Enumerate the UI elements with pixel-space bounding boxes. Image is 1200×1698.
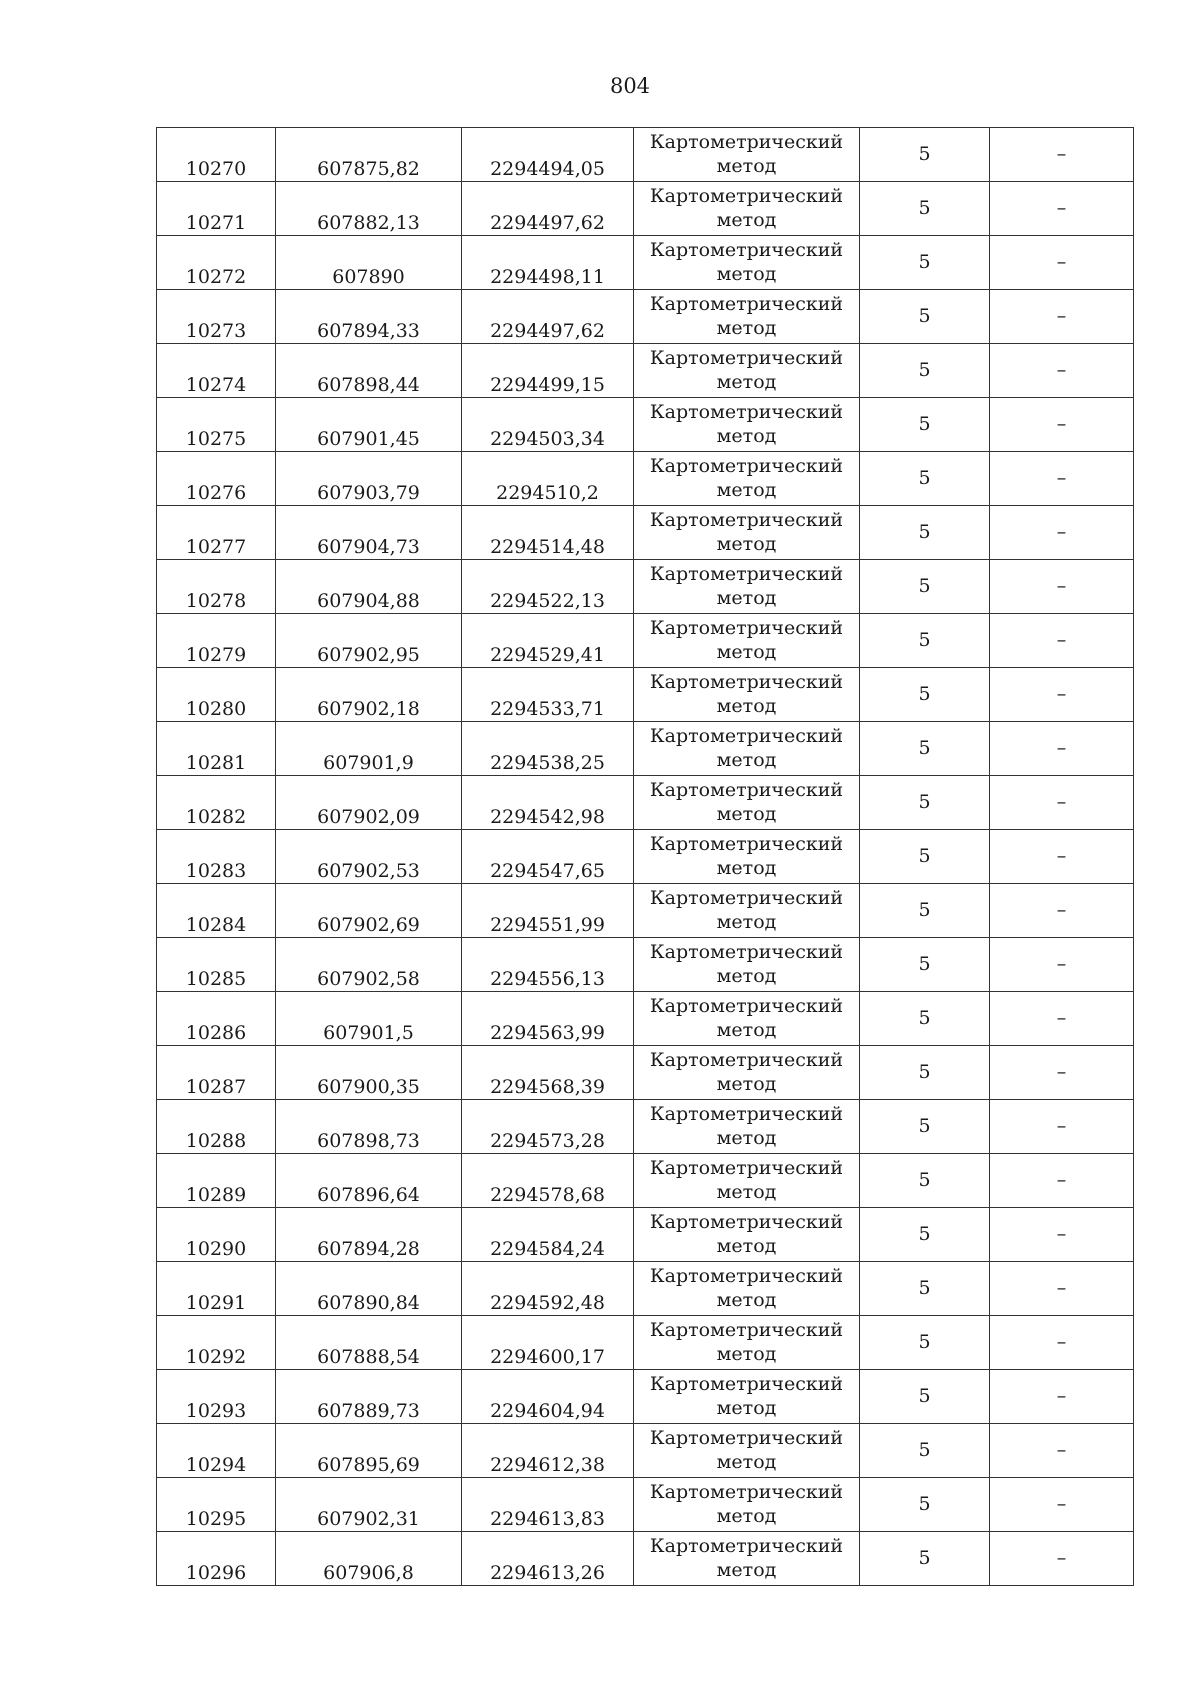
- y-coordinate-cell: 2294556,13: [462, 938, 634, 992]
- point-number-cell: 10271: [157, 182, 276, 236]
- x-coordinate-cell: 607898,44: [276, 344, 462, 398]
- x-coordinate-cell: 607875,82: [276, 128, 462, 182]
- y-coordinate-cell: 2294538,25: [462, 722, 634, 776]
- y-coordinate-cell: 2294613,26: [462, 1532, 634, 1586]
- note-cell: –: [990, 290, 1134, 344]
- note-cell: –: [990, 722, 1134, 776]
- accuracy-cell: 5: [860, 182, 990, 236]
- note-cell: –: [990, 1478, 1134, 1532]
- accuracy-cell: 5: [860, 722, 990, 776]
- note-cell: –: [990, 560, 1134, 614]
- note-cell: –: [990, 1262, 1134, 1316]
- point-number-cell: 10287: [157, 1046, 276, 1100]
- x-coordinate-cell: 607906,8: [276, 1532, 462, 1586]
- accuracy-cell: 5: [860, 128, 990, 182]
- note-cell: –: [990, 668, 1134, 722]
- point-number-cell: 10289: [157, 1154, 276, 1208]
- note-cell: –: [990, 776, 1134, 830]
- x-coordinate-cell: 607902,18: [276, 668, 462, 722]
- x-coordinate-cell: 607901,5: [276, 992, 462, 1046]
- accuracy-cell: 5: [860, 506, 990, 560]
- accuracy-cell: 5: [860, 560, 990, 614]
- method-cell: Картометрический метод: [634, 1370, 860, 1424]
- point-number-cell: 10275: [157, 398, 276, 452]
- table-row: [157, 1316, 1134, 1370]
- point-number-cell: 10295: [157, 1478, 276, 1532]
- point-number-cell: 10274: [157, 344, 276, 398]
- accuracy-cell: 5: [860, 344, 990, 398]
- table-row: [157, 1208, 1134, 1262]
- page-number: 804: [609, 74, 651, 98]
- table-row: [157, 344, 1134, 398]
- note-cell: –: [990, 236, 1134, 290]
- y-coordinate-cell: 2294613,83: [462, 1478, 634, 1532]
- method-cell: Картометрический метод: [634, 992, 860, 1046]
- x-coordinate-cell: 607902,09: [276, 776, 462, 830]
- note-cell: –: [990, 398, 1134, 452]
- method-cell: Картометрический метод: [634, 1532, 860, 1586]
- y-coordinate-cell: 2294551,99: [462, 884, 634, 938]
- note-cell: –: [990, 992, 1134, 1046]
- x-coordinate-cell: 607903,79: [276, 452, 462, 506]
- method-cell: Картометрический метод: [634, 290, 860, 344]
- method-cell: Картометрический метод: [634, 398, 860, 452]
- table-row: [157, 1046, 1134, 1100]
- method-cell: Картометрический метод: [634, 722, 860, 776]
- method-cell: Картометрический метод: [634, 668, 860, 722]
- accuracy-cell: 5: [860, 1478, 990, 1532]
- point-number-cell: 10293: [157, 1370, 276, 1424]
- y-coordinate-cell: 2294563,99: [462, 992, 634, 1046]
- y-coordinate-cell: 2294503,34: [462, 398, 634, 452]
- point-number-cell: 10290: [157, 1208, 276, 1262]
- note-cell: –: [990, 884, 1134, 938]
- note-cell: –: [990, 1424, 1134, 1478]
- x-coordinate-cell: 607890,84: [276, 1262, 462, 1316]
- note-cell: –: [990, 1370, 1134, 1424]
- accuracy-cell: 5: [860, 830, 990, 884]
- method-cell: Картометрический метод: [634, 830, 860, 884]
- note-cell: –: [990, 452, 1134, 506]
- accuracy-cell: 5: [860, 1262, 990, 1316]
- table-row: [157, 182, 1134, 236]
- table-row: [157, 560, 1134, 614]
- x-coordinate-cell: 607904,88: [276, 560, 462, 614]
- point-number-cell: 10282: [157, 776, 276, 830]
- method-cell: Картометрический метод: [634, 1424, 860, 1478]
- point-number-cell: 10294: [157, 1424, 276, 1478]
- point-number-cell: 10273: [157, 290, 276, 344]
- y-coordinate-cell: 2294547,65: [462, 830, 634, 884]
- table-row: [157, 1532, 1134, 1586]
- method-cell: Картометрический метод: [634, 938, 860, 992]
- point-number-cell: 10286: [157, 992, 276, 1046]
- point-number-cell: 10276: [157, 452, 276, 506]
- accuracy-cell: 5: [860, 1370, 990, 1424]
- note-cell: –: [990, 830, 1134, 884]
- x-coordinate-cell: 607896,64: [276, 1154, 462, 1208]
- coordinates-table: [156, 127, 1134, 1586]
- x-coordinate-cell: 607901,45: [276, 398, 462, 452]
- y-coordinate-cell: 2294497,62: [462, 182, 634, 236]
- point-number-cell: 10281: [157, 722, 276, 776]
- method-cell: Картометрический метод: [634, 560, 860, 614]
- table-row: [157, 830, 1134, 884]
- method-cell: Картометрический метод: [634, 452, 860, 506]
- point-number-cell: 10296: [157, 1532, 276, 1586]
- x-coordinate-cell: 607902,53: [276, 830, 462, 884]
- method-cell: Картометрический метод: [634, 128, 860, 182]
- point-number-cell: 10277: [157, 506, 276, 560]
- x-coordinate-cell: 607902,58: [276, 938, 462, 992]
- table-row: [157, 290, 1134, 344]
- x-coordinate-cell: 607890: [276, 236, 462, 290]
- y-coordinate-cell: 2294510,2: [462, 452, 634, 506]
- x-coordinate-cell: 607900,35: [276, 1046, 462, 1100]
- accuracy-cell: 5: [860, 290, 990, 344]
- table-row: [157, 1424, 1134, 1478]
- table-row: [157, 992, 1134, 1046]
- y-coordinate-cell: 2294592,48: [462, 1262, 634, 1316]
- y-coordinate-cell: 2294573,28: [462, 1100, 634, 1154]
- method-cell: Картометрический метод: [634, 1478, 860, 1532]
- point-number-cell: 10279: [157, 614, 276, 668]
- table-row: [157, 614, 1134, 668]
- x-coordinate-cell: 607894,28: [276, 1208, 462, 1262]
- note-cell: –: [990, 1532, 1134, 1586]
- accuracy-cell: 5: [860, 1208, 990, 1262]
- y-coordinate-cell: 2294612,38: [462, 1424, 634, 1478]
- method-cell: Картометрический метод: [634, 182, 860, 236]
- note-cell: –: [990, 1208, 1134, 1262]
- accuracy-cell: 5: [860, 1100, 990, 1154]
- table-row: [157, 884, 1134, 938]
- x-coordinate-cell: 607902,95: [276, 614, 462, 668]
- point-number-cell: 10284: [157, 884, 276, 938]
- y-coordinate-cell: 2294604,94: [462, 1370, 634, 1424]
- point-number-cell: 10272: [157, 236, 276, 290]
- note-cell: –: [990, 1154, 1134, 1208]
- table-row: [157, 128, 1134, 182]
- table-row: [157, 1154, 1134, 1208]
- accuracy-cell: 5: [860, 398, 990, 452]
- point-number-cell: 10278: [157, 560, 276, 614]
- method-cell: Картометрический метод: [634, 884, 860, 938]
- table-row: [157, 1262, 1134, 1316]
- note-cell: –: [990, 1100, 1134, 1154]
- method-cell: Картометрический метод: [634, 614, 860, 668]
- table-row: [157, 1370, 1134, 1424]
- accuracy-cell: 5: [860, 1424, 990, 1478]
- note-cell: –: [990, 1046, 1134, 1100]
- accuracy-cell: 5: [860, 614, 990, 668]
- y-coordinate-cell: 2294600,17: [462, 1316, 634, 1370]
- note-cell: –: [990, 182, 1134, 236]
- x-coordinate-cell: 607888,54: [276, 1316, 462, 1370]
- accuracy-cell: 5: [860, 236, 990, 290]
- y-coordinate-cell: 2294498,11: [462, 236, 634, 290]
- accuracy-cell: 5: [860, 668, 990, 722]
- y-coordinate-cell: 2294578,68: [462, 1154, 634, 1208]
- table-row: [157, 1478, 1134, 1532]
- point-number-cell: 10283: [157, 830, 276, 884]
- y-coordinate-cell: 2294529,41: [462, 614, 634, 668]
- note-cell: –: [990, 128, 1134, 182]
- note-cell: –: [990, 614, 1134, 668]
- point-number-cell: 10280: [157, 668, 276, 722]
- method-cell: Картометрический метод: [634, 1208, 860, 1262]
- y-coordinate-cell: 2294542,98: [462, 776, 634, 830]
- method-cell: Картометрический метод: [634, 1100, 860, 1154]
- method-cell: Картометрический метод: [634, 1262, 860, 1316]
- accuracy-cell: 5: [860, 1532, 990, 1586]
- note-cell: –: [990, 938, 1134, 992]
- table-row: [157, 776, 1134, 830]
- accuracy-cell: 5: [860, 1154, 990, 1208]
- accuracy-cell: 5: [860, 776, 990, 830]
- x-coordinate-cell: 607904,73: [276, 506, 462, 560]
- table-row: [157, 1100, 1134, 1154]
- x-coordinate-cell: 607889,73: [276, 1370, 462, 1424]
- x-coordinate-cell: 607901,9: [276, 722, 462, 776]
- method-cell: Картометрический метод: [634, 344, 860, 398]
- accuracy-cell: 5: [860, 938, 990, 992]
- accuracy-cell: 5: [860, 452, 990, 506]
- y-coordinate-cell: 2294584,24: [462, 1208, 634, 1262]
- point-number-cell: 10292: [157, 1316, 276, 1370]
- x-coordinate-cell: 607902,31: [276, 1478, 462, 1532]
- x-coordinate-cell: 607882,13: [276, 182, 462, 236]
- method-cell: Картометрический метод: [634, 506, 860, 560]
- accuracy-cell: 5: [860, 884, 990, 938]
- y-coordinate-cell: 2294514,48: [462, 506, 634, 560]
- point-number-cell: 10288: [157, 1100, 276, 1154]
- table-row: [157, 938, 1134, 992]
- point-number-cell: 10285: [157, 938, 276, 992]
- table-row: [157, 722, 1134, 776]
- y-coordinate-cell: 2294499,15: [462, 344, 634, 398]
- note-cell: –: [990, 506, 1134, 560]
- point-number-cell: 10270: [157, 128, 276, 182]
- table-body: [157, 128, 1134, 1586]
- y-coordinate-cell: 2294533,71: [462, 668, 634, 722]
- method-cell: Картометрический метод: [634, 776, 860, 830]
- method-cell: Картометрический метод: [634, 1154, 860, 1208]
- table-row: [157, 398, 1134, 452]
- y-coordinate-cell: 2294497,62: [462, 290, 634, 344]
- point-number-cell: 10291: [157, 1262, 276, 1316]
- method-cell: Картометрический метод: [634, 1316, 860, 1370]
- x-coordinate-cell: 607894,33: [276, 290, 462, 344]
- table-row: [157, 668, 1134, 722]
- accuracy-cell: 5: [860, 992, 990, 1046]
- note-cell: –: [990, 344, 1134, 398]
- method-cell: Картометрический метод: [634, 1046, 860, 1100]
- accuracy-cell: 5: [860, 1046, 990, 1100]
- x-coordinate-cell: 607895,69: [276, 1424, 462, 1478]
- y-coordinate-cell: 2294522,13: [462, 560, 634, 614]
- method-cell: Картометрический метод: [634, 236, 860, 290]
- x-coordinate-cell: 607898,73: [276, 1100, 462, 1154]
- y-coordinate-cell: 2294494,05: [462, 128, 634, 182]
- y-coordinate-cell: 2294568,39: [462, 1046, 634, 1100]
- x-coordinate-cell: 607902,69: [276, 884, 462, 938]
- accuracy-cell: 5: [860, 1316, 990, 1370]
- note-cell: –: [990, 1316, 1134, 1370]
- table-row: [157, 236, 1134, 290]
- table-row: [157, 452, 1134, 506]
- table-row: [157, 506, 1134, 560]
